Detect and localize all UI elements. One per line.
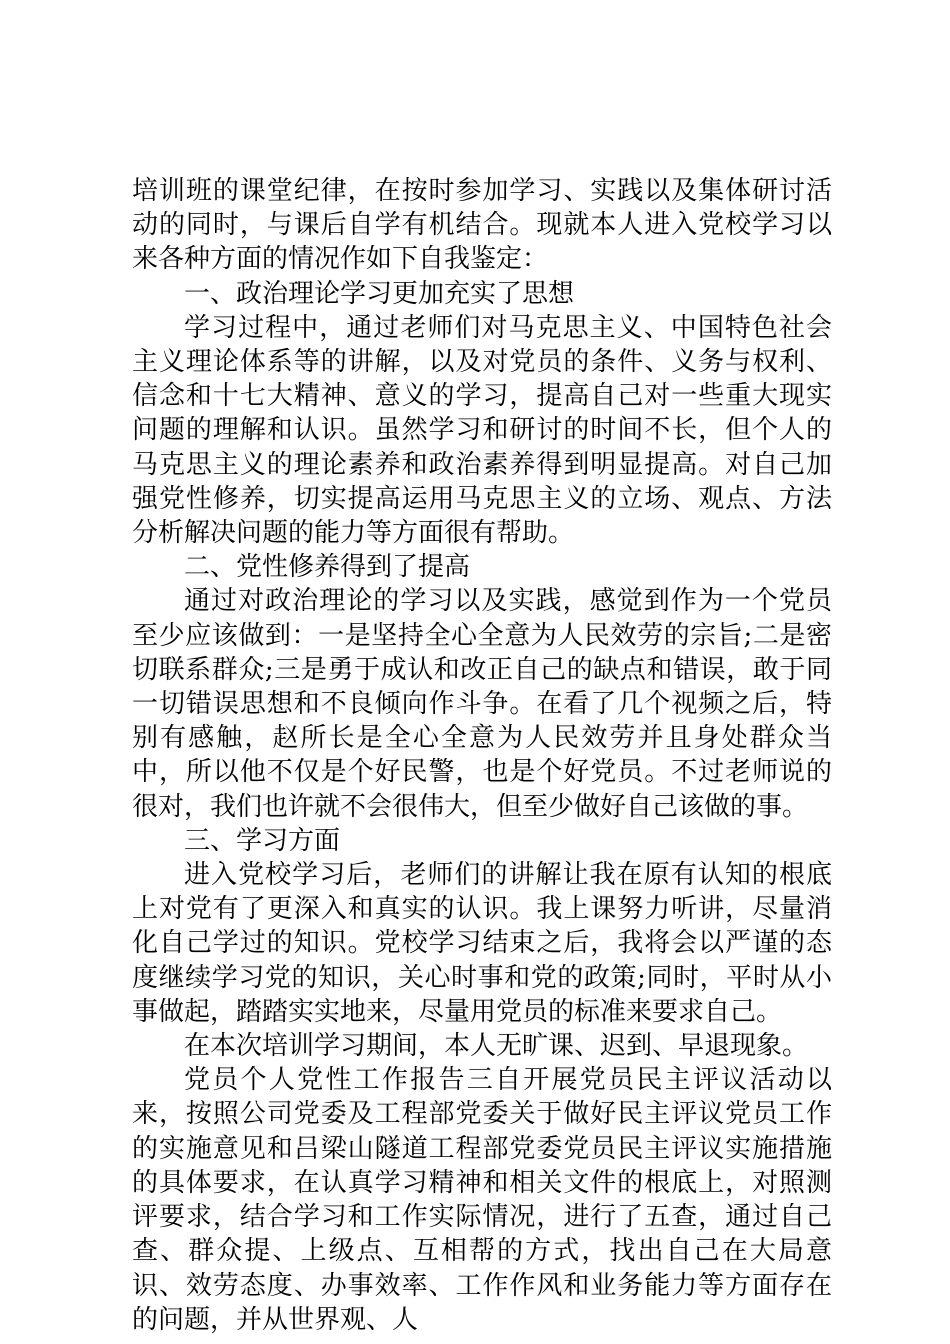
document-body [132,174,832,1337]
paragraph-report-three: 党员个人党性工作报告三自开展党员民主评议活动以来，按照公司党委及工程部党委关于做好民主评议党员工作的实施意见和吕梁山隧道工程部党委党员民主评议实施措施的具体要求，在认真学习精神和相关文件的根底上，对照测评要求，结合学习和工作实际情况，进行了五查，通过自己查、群众提、上级点、互相帮的方式，找出自己在大局意识、效劳态度、办事效率、工作作风和业务能力等方面存在的问题，并从世界观、人 [132,1065,832,1335]
paragraph-intro: 培训班的课堂纪律，在按时参加学习、实践以及集体研讨活动的同时，与课后自学有机结合。现就本人进入党校学习以来各种方面的情况作如下自我鉴定： [132,176,832,275]
paragraph-study: 进入党校学习后，老师们的讲解让我在原有认知的根底上对党有了更深入和真实的认识。我上课努力听讲，尽量消化自己学过的知识。党校学习结束之后，我将会以严谨的态度继续学习党的知识，关心时事和党的政策;同时，平时从小事做起，踏踏实实地来，尽量用党员的标准来要求自己。 [132,860,832,1027]
paragraph-party-spirit: 通过对政治理论的学习以及实践，感觉到作为一个党员至少应该做到：一是坚持全心全意为人民效劳的宗旨;二是密切联系群众;三是勇于成认和改正自己的缺点和错误，敢于同一切错误思想和不良倾向作斗争。在看了几个视频之后，特别有感触，赵所长是全心全意为人民效劳并且身处群众当中，所以他不仅是个好民警，也是个好党员。不过老师说的很对，我们也许就不会很伟大，但至少做好自己该做的事。 [132,586,832,822]
section-heading-study: 三、学习方面 [184,825,341,856]
paragraph-political-theory: 学习过程中，通过老师们对马克思主义、中国特色社会主义理论体系等的讲解，以及对党员的条件、义务与权利、信念和十七大精神、意义的学习，提高自己对一些重大现实问题的理解和认识。虽然学习和研讨的时间不长，但个人的马克思主义的理论素养和政治素养得到明显提高。对自己加强党性修养，切实提高运用马克思主义的立场、观点、方法分析解决问题的能力等方面很有帮助。 [132,312,832,549]
section-heading-political-theory: 一、政治理论学习更加充实了思想 [184,278,575,309]
section-heading-party-spirit: 二、党性修养得到了提高 [184,552,471,583]
paragraph-attendance: 在本次培训学习期间，本人无旷课、迟到、早退现象。 [184,1031,809,1062]
